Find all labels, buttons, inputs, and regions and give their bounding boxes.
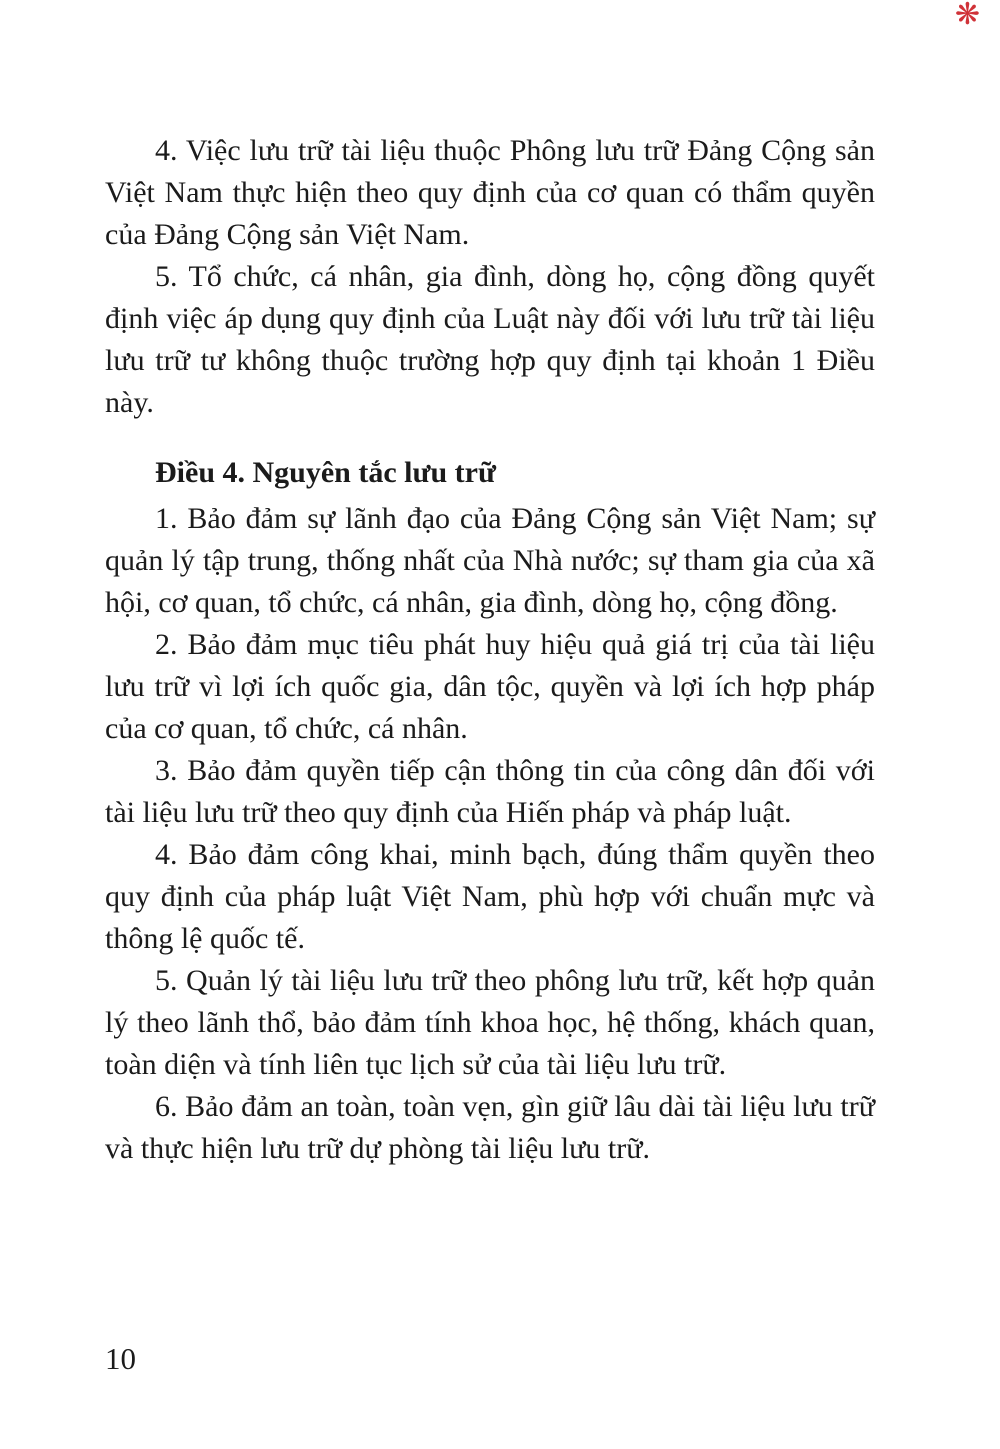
flower-ornament-icon: ❋ [954,0,980,32]
paragraph: 6. Bảo đảm an toàn, toàn vẹn, gìn giữ lâu dài tài liệu lưu trữ và thực hiện lưu trữ dự phòng tài liệu lưu trữ. [105,1090,875,1165]
paragraph: 2. Bảo đảm mục tiêu phát huy hiệu quả giá trị của tài liệu lưu trữ vì lợi ích quốc gia, dân tộc, quyền và lợi ích hợp pháp của cơ quan, tổ chức, cá nhân. [105,628,875,745]
page-number: 10 [105,1341,136,1376]
page-content [105,130,875,1170]
paragraph: 4. Bảo đảm công khai, minh bạch, đúng thẩm quyền theo quy định của pháp luật Việt Nam, phù hợp với chuẩn mực và thông lệ quốc tế. [105,838,875,955]
paragraph: 5. Quản lý tài liệu lưu trữ theo phông lưu trữ, kết hợp quản lý theo lãnh thổ, bảo đảm tính khoa học, hệ thống, khách quan, toàn diện và tính liên tục lịch sử của tài liệu lưu trữ. [105,964,875,1081]
paragraph: 5. Tổ chức, cá nhân, gia đình, dòng họ, cộng đồng quyết định việc áp dụng quy định của Luật này đối với lưu trữ tài liệu lưu trữ tư không thuộc trường hợp quy định tại khoản 1 Điều này. [105,260,875,419]
paragraph: 3. Bảo đảm quyền tiếp cận thông tin của công dân đối với tài liệu lưu trữ theo quy định của Hiến pháp và pháp luật. [105,754,875,829]
section-heading: Điều 4. Nguyên tắc lưu trữ [155,456,496,489]
paragraph: 1. Bảo đảm sự lãnh đạo của Đảng Cộng sản Việt Nam; sự quản lý tập trung, thống nhất của Nhà nước; sự tham gia của xã hội, cơ quan, tổ chức, cá nhân, gia đình, dòng họ, cộng đồng. [105,502,875,619]
paragraph: 4. Việc lưu trữ tài liệu thuộc Phông lưu trữ Đảng Cộng sản Việt Nam thực hiện theo quy định của cơ quan có thẩm quyền của Đảng Cộng sản Việt Nam. [105,134,875,251]
